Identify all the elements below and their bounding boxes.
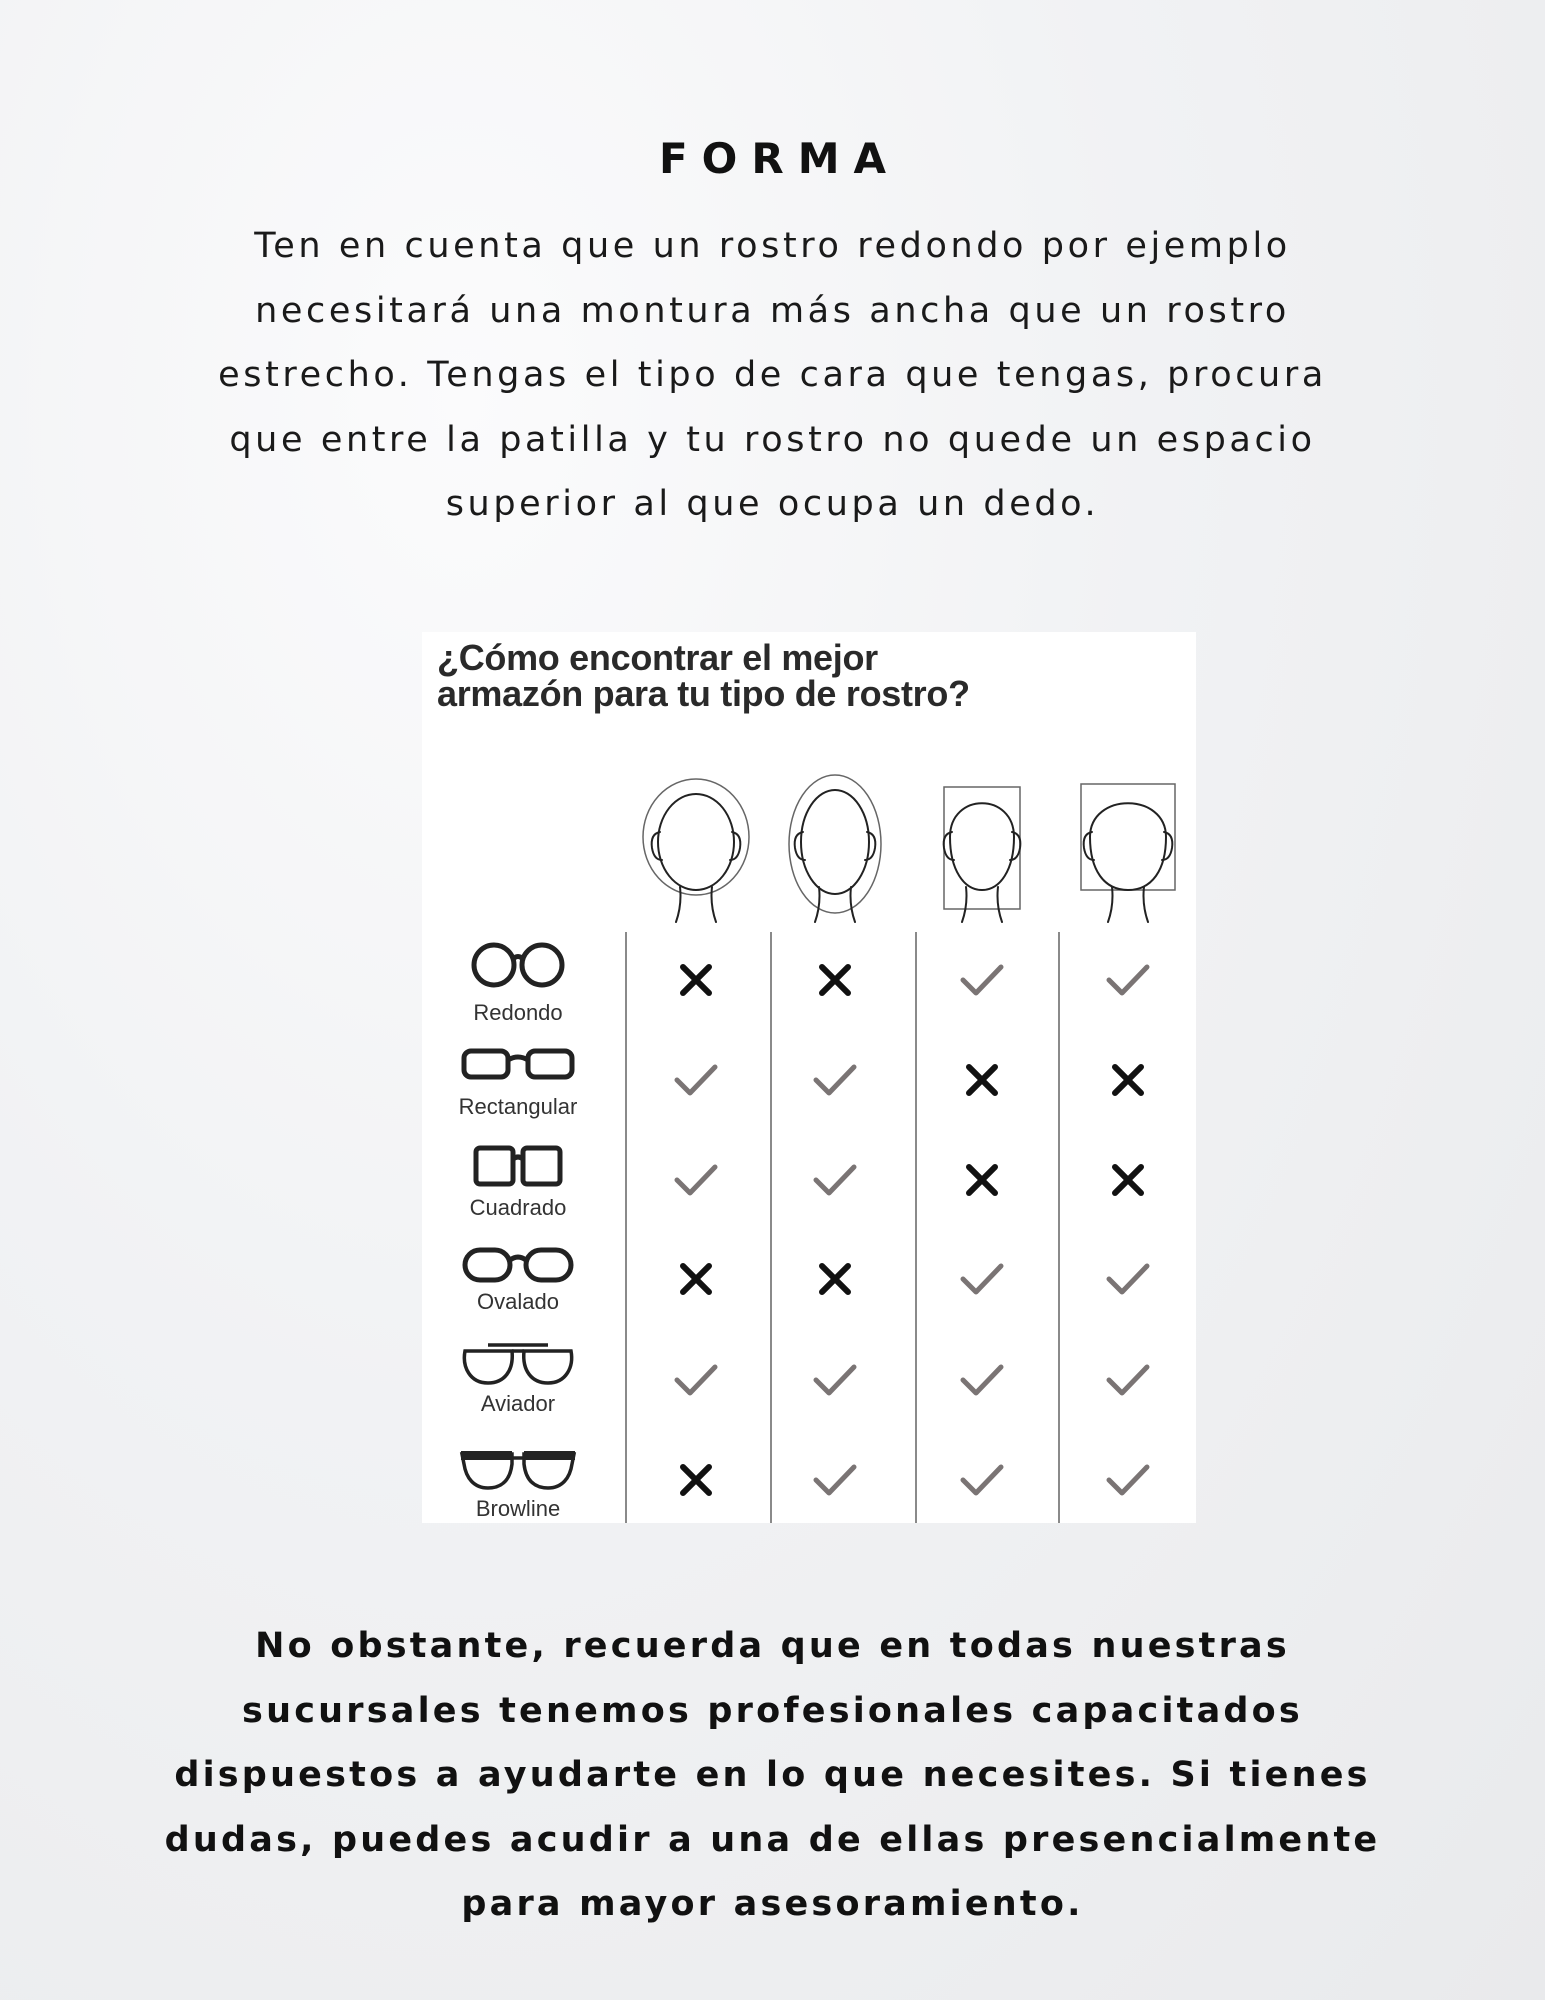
face-rectangular-icon (944, 787, 1021, 922)
glasses-label-rectangular: Rectangular (458, 1094, 578, 1119)
check-icon (1109, 967, 1147, 993)
cross-icon (1115, 1067, 1141, 1093)
chart-title-line2: armazón para tu tipo de rostro? (437, 673, 970, 714)
check-icon (677, 1167, 715, 1193)
square-glasses-icon (476, 1148, 560, 1184)
glasses-label-cuadrado: Cuadrado (469, 1195, 567, 1220)
glasses-label-browline: Browline (475, 1496, 561, 1521)
check-icon (677, 1067, 715, 1093)
outro-paragraph: No obstante, recuerda que en todas nuestras sucursales tenemos profesionales capacitados dispuestos a ayudarte en lo que necesites. Si tienes dudas, puedes acudir a una de ellas presencialmente para mayor asesoramiento. (164, 1626, 1381, 1924)
cross-icon (822, 967, 848, 993)
page-title: FORMA (658, 134, 901, 183)
cross-icon (822, 1266, 848, 1292)
check-icon (816, 1167, 854, 1193)
check-icon (677, 1367, 715, 1393)
frame-guide-chart (422, 632, 1196, 1523)
check-icon (1109, 1367, 1147, 1393)
glasses-label-aviador: Aviador (480, 1391, 556, 1416)
aviator-glasses-icon (464, 1345, 571, 1383)
check-icon (816, 1067, 854, 1093)
browline-glasses-icon (461, 1451, 575, 1488)
cross-icon (969, 1167, 995, 1193)
intro-paragraph: Ten en cuenta que un rostro redondo por ejemplo necesitará una montura más ancha que un rostro estrecho. Tengas el tipo de cara que tengas, procura que entre la patilla y tu rostro no quede un espacio superior al que ocupa un dedo. (218, 226, 1327, 524)
cross-icon (1115, 1167, 1141, 1193)
chart-title-line1: ¿Cómo encontrar el mejor (437, 637, 878, 678)
check-icon (963, 1467, 1001, 1493)
cross-icon (683, 1467, 709, 1493)
face-oval-icon (789, 775, 881, 922)
face-round-icon (643, 779, 749, 922)
check-icon (816, 1467, 854, 1493)
check-icon (1109, 1467, 1147, 1493)
check-icon (963, 1266, 1001, 1292)
oval-glasses-icon (465, 1250, 571, 1280)
compatibility-grid (422, 632, 1196, 1523)
glasses-label-ovalado: Ovalado (477, 1289, 559, 1314)
check-icon (816, 1367, 854, 1393)
check-icon (963, 1367, 1001, 1393)
cross-icon (969, 1067, 995, 1093)
round-glasses-icon (474, 945, 562, 985)
cross-icon (683, 1266, 709, 1292)
cross-icon (683, 967, 709, 993)
glasses-label-redondo: Redondo (473, 1000, 563, 1025)
check-icon (1109, 1266, 1147, 1292)
face-square-icon (1081, 784, 1175, 922)
check-icon (963, 967, 1001, 993)
rectangular-glasses-icon (464, 1051, 572, 1077)
